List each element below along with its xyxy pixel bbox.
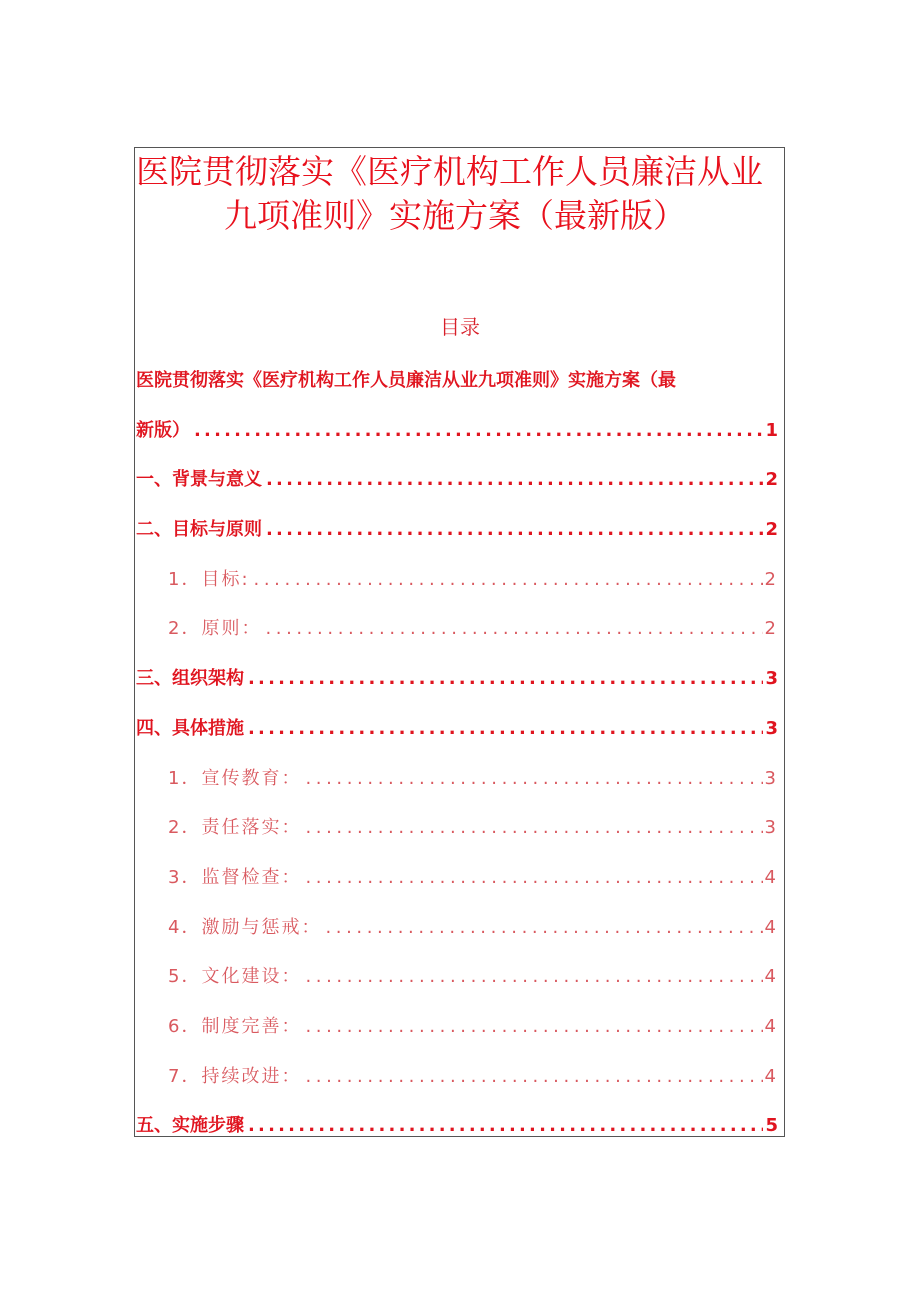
toc-leader-dots: [305, 952, 762, 1002]
toc-page-number: 3: [765, 668, 778, 690]
toc-leader-dots: [305, 1002, 762, 1052]
toc-page-number: 4: [764, 866, 778, 888]
document-title-line-1: 医院贯彻落实《医疗机构工作人员廉洁从业: [136, 152, 763, 191]
toc-page-number: 2: [764, 618, 778, 640]
toc-subentry-culture[interactable]: [136, 952, 778, 1002]
toc-entry-title[interactable]: [136, 356, 778, 455]
toc-leader-dots: [254, 555, 763, 605]
toc-page-number: 4: [764, 1065, 778, 1087]
toc-subentry-improvement[interactable]: [136, 1052, 778, 1102]
toc-page-number: 4: [764, 1015, 778, 1037]
toc-leader-dots: [325, 903, 762, 953]
toc-entry-label: 一、背景与意义: [136, 469, 262, 491]
toc-page-number: 3: [764, 767, 778, 789]
toc-page-number: 5: [765, 1115, 778, 1137]
toc-page-number: 1: [765, 419, 778, 441]
toc-entry-label: 6．制度完善：: [168, 1015, 302, 1037]
toc-page-number: 2: [765, 519, 778, 541]
toc-leader-dots: [248, 1101, 763, 1151]
toc-entry-label: 3．监督检查：: [168, 866, 302, 888]
toc-entry-label: 5．文化建设：: [168, 966, 302, 988]
document-title: [136, 150, 784, 238]
toc-subentry-systems[interactable]: [136, 1002, 778, 1052]
toc-entry-label: 五、实施步骤: [136, 1115, 244, 1137]
toc-entry-label: 四、具体措施: [136, 717, 244, 739]
toc-subentry-education[interactable]: [136, 754, 778, 804]
toc-entry-goals-principles[interactable]: [136, 505, 778, 555]
toc-entry-steps[interactable]: [136, 1101, 778, 1151]
toc-entry-label: 1．宣传教育：: [168, 767, 302, 789]
toc-subentry-incentives[interactable]: [136, 903, 778, 953]
toc-leader-dots: [194, 406, 763, 456]
toc-page-number: 2: [765, 469, 778, 491]
toc-heading: 目录: [440, 315, 480, 339]
toc-entry-label: 1．目标:: [168, 568, 250, 590]
toc-entry-label: 二、目标与原则: [136, 519, 262, 541]
toc-leader-dots: [248, 654, 763, 704]
toc-page-number: 4: [764, 916, 778, 938]
toc-subentry-responsibility[interactable]: [136, 803, 778, 853]
toc-page-number: 2: [764, 568, 778, 590]
toc-leader-dots: [266, 455, 763, 505]
toc-page-number: 3: [764, 817, 778, 839]
toc-entry-measures[interactable]: [136, 704, 778, 754]
toc-entry-label: 2．责任落实：: [168, 817, 302, 839]
toc-entry-label: 三、组织架构: [136, 668, 244, 690]
toc-entry-label: 7．持续改进：: [168, 1065, 302, 1087]
toc-page-number: 4: [764, 966, 778, 988]
toc-entry-background[interactable]: [136, 455, 778, 505]
toc-entry-title-line-1: 医院贯彻落实《医疗机构工作人员廉洁从业九项准则》实施方案（最: [136, 370, 676, 391]
toc-entry-title-line-2: [136, 406, 778, 456]
toc-entry-label: 2．原则：: [168, 618, 262, 640]
toc-entry-label: 新版）: [136, 419, 190, 441]
toc-leader-dots: [305, 803, 762, 853]
toc-subentry-goals[interactable]: [136, 555, 778, 605]
toc-page-number: 3: [765, 717, 778, 739]
toc-leader-dots: [248, 704, 763, 754]
toc-entry-label: 4．激励与惩戒：: [168, 916, 322, 938]
toc-leader-dots: [305, 1052, 762, 1102]
toc-leader-dots: [305, 853, 762, 903]
toc-entry-organization[interactable]: [136, 654, 778, 704]
document-title-line-2: 九项准则》实施方案（最新版）: [224, 196, 686, 235]
toc-subentry-principles[interactable]: [136, 604, 778, 654]
toc-subentry-supervision[interactable]: [136, 853, 778, 903]
toc-leader-dots: [305, 754, 762, 804]
toc-leader-dots: [266, 505, 763, 555]
toc-leader-dots: [265, 604, 762, 654]
table-of-contents: [136, 356, 778, 1151]
